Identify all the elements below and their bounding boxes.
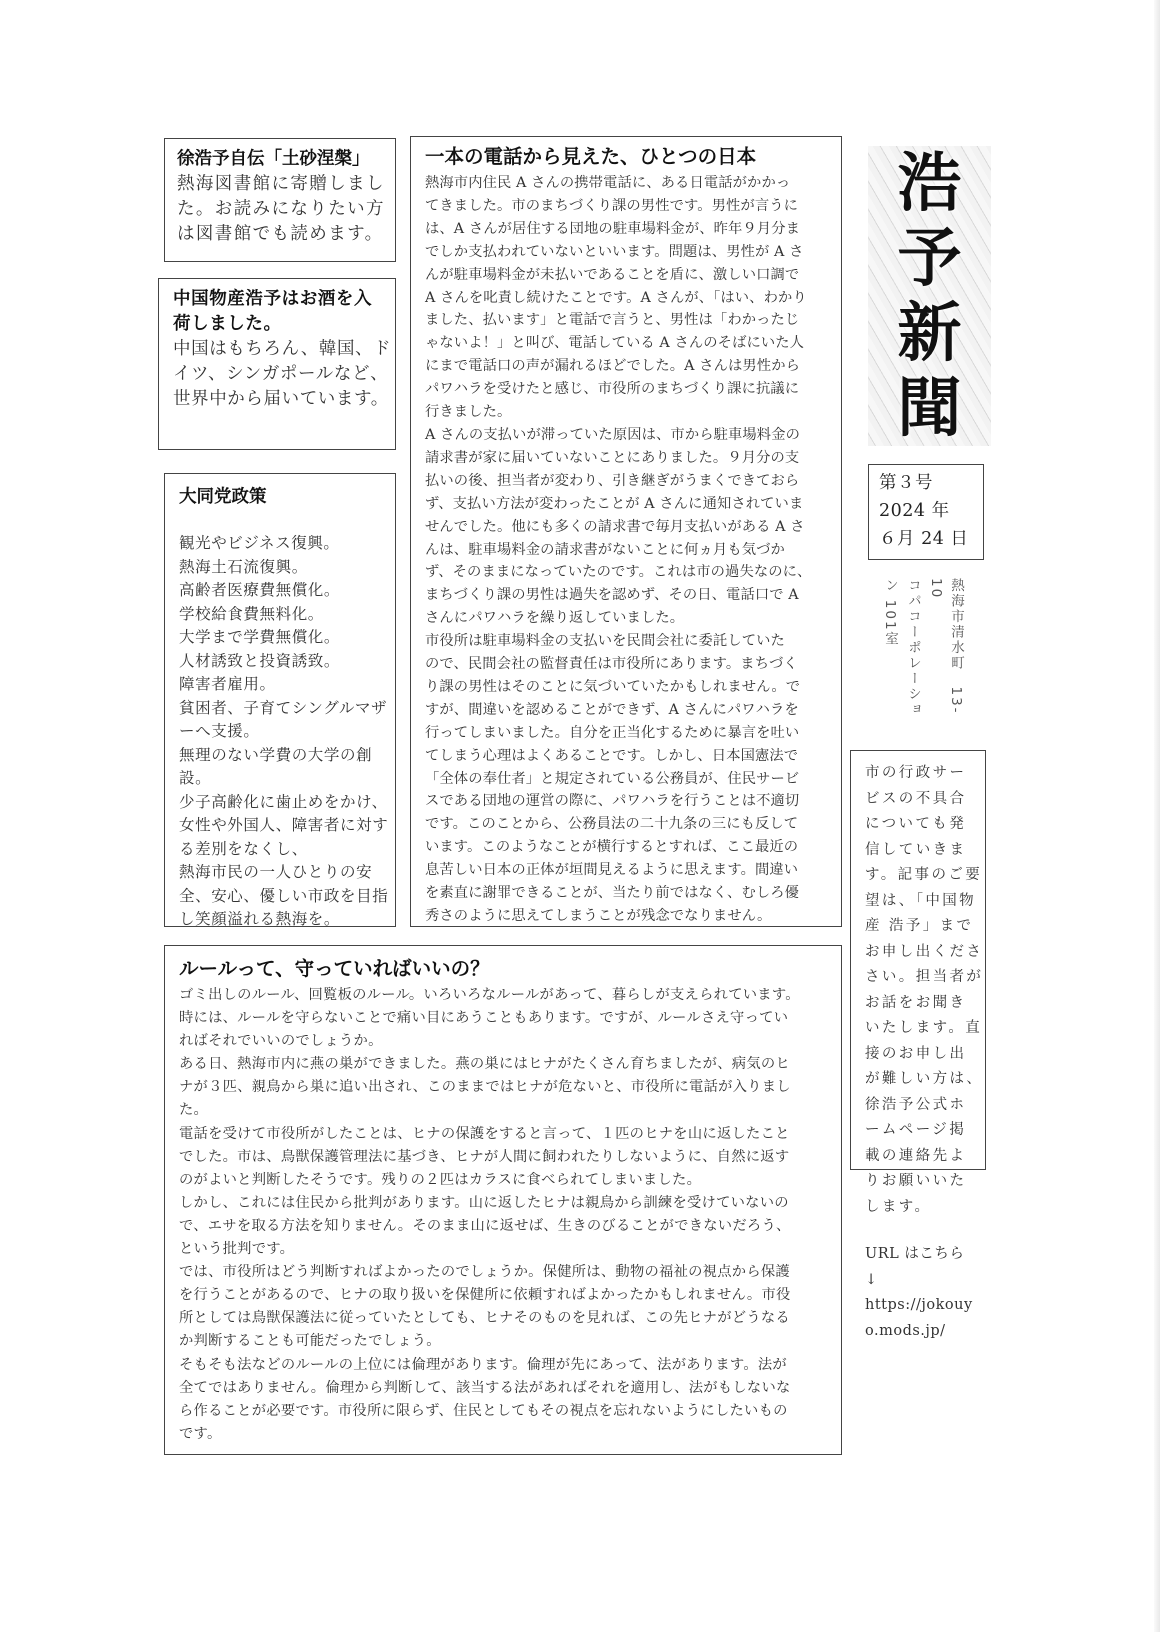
text-line: か判断することも可能だったでしょう。 bbox=[179, 1333, 441, 1350]
policy-box bbox=[164, 473, 396, 927]
text-line: そもそも法などのルールの上位には倫理があります。倫理が先にあって、法があります。法が bbox=[179, 1356, 787, 1373]
text-line: 学校給食費無料化。 bbox=[179, 604, 324, 623]
article-phone-title: 一本の電話から見えた、ひとつの日本 bbox=[425, 145, 757, 168]
text-line: にまで電話口の声が漏れるほどでした。A さんは男性から bbox=[425, 358, 800, 375]
text-line: 大学まで学費無償化。 bbox=[179, 628, 341, 646]
text-line: しかし、これには住民から批判があります。山に返したヒナは親鳥から訓練を受けていないの bbox=[179, 1194, 789, 1211]
text-line: 望は、「中国物 bbox=[865, 892, 977, 909]
text-line: 電話を受けて市役所がしたことは、ヒナの保護をすると言って、１匹のヒナを山に返したこと bbox=[179, 1125, 790, 1142]
text-line: A さんを叱責し続けたことです。A さんが、「はい、わかり bbox=[425, 289, 807, 306]
text-line: 高齢者医療費無償化。 bbox=[179, 581, 341, 599]
text-line: 「全体の奉仕者」と規定されている公務員が、住民サービ bbox=[425, 770, 800, 787]
issue-date: ６月 24 日 bbox=[879, 529, 969, 549]
text-line: のがよいと判断したそうです。残りの２匹はカラスに食べられてしまいました。 bbox=[179, 1171, 702, 1188]
text-line: 中国はもちろん、韓国、ド bbox=[173, 339, 392, 359]
text-line: ました、払います」と電話で言うと、男性は「わかったじ bbox=[425, 312, 800, 329]
text-line: パワハラを受けたと感じ、市役所のまちづくり課に抗議に bbox=[425, 381, 800, 398]
text-line: ので、民間会社の監督責任は市役所にあります。まちづく bbox=[425, 656, 798, 673]
page-edge bbox=[1154, 0, 1160, 1632]
article-rules bbox=[164, 945, 842, 1455]
text-line: お申し出くださ bbox=[865, 943, 984, 960]
text-line: ればそれでいいのでしょうか。 bbox=[179, 1033, 383, 1050]
text-line: 秀さのように思えてしまうことが残念でなりません。 bbox=[425, 908, 772, 924]
text-line: んは、駐車場料金の請求書がないことに何ヵ月も気づか bbox=[425, 541, 785, 558]
text-line: です。 bbox=[179, 1425, 222, 1442]
text-line: イツ、シンガポールなど、 bbox=[173, 364, 389, 384]
issue-year: 2024 年 bbox=[879, 501, 950, 521]
text-line: 行ってしまいました。自分を正当化するために暴言を吐い bbox=[425, 724, 800, 741]
text-line: お話をお聞き bbox=[865, 994, 967, 1011]
text-line: 払いの後、担当者が変わり、引き継ぎがうまくできておら bbox=[425, 472, 800, 489]
text-line: 無理のない学費の大学の創 bbox=[179, 745, 373, 764]
text-line: 全、安心、優しい市政を目指 bbox=[179, 886, 389, 905]
text-line: でしか支払われていないといいます。問題は、男性が A さ bbox=[425, 243, 804, 260]
text-line: 信していきま bbox=[865, 841, 967, 858]
issue-info-box bbox=[868, 464, 984, 560]
address-line: ン 101室 bbox=[882, 578, 898, 648]
text-line: 所としては鳥獣保護法に従っていたとしても、ヒナそのものを見れば、この先ヒナがどうなる bbox=[179, 1310, 790, 1327]
text-line: 人材誘致と投資誘致。 bbox=[179, 651, 341, 670]
text-line: についても発 bbox=[865, 816, 967, 832]
text-line: し笑顔溢れる熱海を。 bbox=[179, 910, 341, 928]
article-rules-body bbox=[179, 984, 827, 1446]
contact-body bbox=[865, 761, 984, 1220]
text-line: は図書館でも読めます。 bbox=[177, 224, 384, 244]
text-line: A さんの支払いが滞っていた原因は、市から駐車場料金の bbox=[425, 426, 800, 443]
text-line: ナが３匹、親鳥から巣に追い出され、このままではヒナが危ないと、市役所に電話が入りまし bbox=[179, 1079, 791, 1096]
address bbox=[880, 578, 966, 728]
text-line: で、エサを取る方法を知りません。そのまま山に返せば、生きのびることができないだろう、 bbox=[179, 1217, 791, 1234]
text-line: んが駐車場料金が未払いであることを盾に、激しい口調で bbox=[425, 266, 800, 283]
text-line: 接のお申し出 bbox=[865, 1045, 967, 1062]
text-line: では、市役所はどう判断すればよかったのでしょうか。保健所は、動物の福祉の視点から保護 bbox=[179, 1264, 790, 1281]
address-line: 熱海市清水町 13-10 bbox=[928, 578, 964, 715]
text-line: てしまう心理はよくあることです。しかし、日本国憲法で bbox=[425, 747, 799, 764]
text-line: る差別をなくし、 bbox=[179, 839, 308, 858]
text-line: 時には、ルールを守らないことで痛い目にあうこともあります。ですが、ルールさえ守ってい bbox=[179, 1010, 789, 1027]
text-line: します。 bbox=[865, 1198, 932, 1215]
title-line: 中国物産浩予はお酒を入 bbox=[173, 289, 373, 309]
notice-liquor-title bbox=[173, 287, 381, 337]
article-phone-body bbox=[425, 172, 827, 928]
notice-library-body bbox=[177, 172, 383, 247]
text-line: が難しい方は、 bbox=[865, 1071, 984, 1087]
text-line: 熱海土石流復興。 bbox=[179, 557, 308, 576]
text-line: 全てではありません。倫理から判断して、該当する法があればそれを適用し、法がもしないな bbox=[179, 1379, 791, 1396]
text-line: りお願いいた bbox=[865, 1173, 967, 1189]
text-line: 設。 bbox=[179, 769, 212, 787]
text-line: を素直に謝罪できることが、当たり前ではなく、むしろ優 bbox=[425, 885, 800, 902]
article-phone bbox=[410, 136, 842, 927]
text-line: り課の男性はそのことに気づいていたかもしれません。で bbox=[425, 678, 801, 695]
text-line: を行うことがあるので、ヒナの取り扱いを保健所に依頼すればよかったかもしれません。市役 bbox=[179, 1287, 791, 1304]
text-line: ず、支払い方法が変わったことが A さんに通知されていま bbox=[425, 495, 804, 512]
text-line: 熱海市内住民 A さんの携帯電話に、ある日電話がかかっ bbox=[425, 175, 791, 191]
arrow-down-icon: ↓ bbox=[865, 1271, 878, 1288]
text-line: さい。担当者が bbox=[865, 969, 984, 985]
notice-library-box bbox=[164, 138, 396, 262]
text-line: ームページ掲 bbox=[865, 1122, 967, 1138]
text-line: す。記事のご要 bbox=[865, 867, 983, 883]
notice-liquor-body bbox=[173, 337, 392, 412]
text-line: 貧困者、子育てシングルマザ bbox=[179, 698, 388, 717]
text-line: ビスの不具合 bbox=[865, 790, 967, 807]
text-line: ーへ支援。 bbox=[179, 722, 260, 740]
notice-library-title: 徐浩予自伝「土砂涅槃」 bbox=[177, 149, 370, 169]
policy-list bbox=[179, 532, 389, 932]
masthead-char: 新 bbox=[897, 295, 962, 371]
masthead-logo bbox=[868, 146, 991, 446]
text-line: 観光やビジネス復興。 bbox=[179, 534, 340, 552]
text-line: た。お読みになりたい方 bbox=[177, 199, 385, 219]
text-line: 熱海市民の一人ひとりの安 bbox=[179, 863, 373, 881]
text-line: ある日、熱海市内に燕の巣ができました。燕の巣にはヒナがたくさん育ちましたが、病気のヒ bbox=[179, 1056, 790, 1073]
text-line: 障害者雇用。 bbox=[179, 675, 276, 693]
text-line: た。 bbox=[179, 1102, 209, 1119]
title-line: 荷しました。 bbox=[173, 314, 282, 334]
text-line: 市の行政サー bbox=[865, 765, 967, 781]
masthead-char: 聞 bbox=[897, 370, 962, 446]
contact-box bbox=[850, 750, 986, 1339]
text-line: 息苦しい日本の正体が垣間見えるように思えます。間違い bbox=[425, 862, 799, 879]
text-line: 熱海図書館に寄贈しまし bbox=[177, 174, 385, 194]
text-line: います。このようなことが横行するとすれば、ここ最近の bbox=[425, 839, 799, 856]
text-line: 世界中から届いています。 bbox=[173, 389, 389, 409]
text-line: は、A さんが居住する団地の駐車場料金が、昨年９月分ま bbox=[425, 220, 800, 237]
text-line: 請求書が家に届いていないことにありました。９月分の支 bbox=[425, 449, 800, 466]
text-line: ゴミ出しのルール、回覧板のルール。いろいろなルールがあって、暮らしが支えられています。 bbox=[179, 987, 800, 1003]
text-line: ず、そのままになっていたのです。これは市の過失なのに、 bbox=[425, 564, 812, 581]
text-line: まちづくり課の男性は過失を認めず、その日、電話口で A bbox=[425, 587, 799, 604]
masthead-char: 浩 bbox=[897, 145, 962, 221]
address-line: コパコーポレーショ bbox=[905, 578, 921, 718]
issue-number: 第３号 bbox=[879, 473, 933, 493]
text-line: てきました。市のまちづくり課の男性です。男性が言うに bbox=[425, 197, 799, 214]
text-line: 女性や外国人、障害者に対す bbox=[179, 816, 389, 834]
text-line: です。このことから、公務員法の二十九条の三にも反して bbox=[425, 816, 799, 833]
text-line: 少子高齢化に歯止めをかけ、 bbox=[179, 792, 388, 811]
url-label: URL はこちら bbox=[865, 1246, 965, 1262]
text-line: スである団地の運営の際に、パワハラを行うことは不適切 bbox=[425, 793, 800, 810]
text-line: ゃないよ！」と叫び、電話している A さんのそばにいた人 bbox=[425, 335, 805, 352]
text-line: 行きました。 bbox=[425, 404, 512, 421]
text-line: 載の連絡先よ bbox=[865, 1147, 967, 1164]
text-line: 市役所は駐車場料金の支払いを民間会社に委託していた bbox=[425, 633, 785, 650]
text-line: いたします。直 bbox=[865, 1020, 983, 1036]
text-line: ら作ることが必要です。市役所に限らず、住民としてもその視点を忘れないようにしたいもの bbox=[179, 1402, 788, 1419]
masthead-char: 予 bbox=[897, 220, 962, 296]
text-line: さんにパワハラを繰り返していました。 bbox=[425, 610, 685, 627]
notice-liquor-box bbox=[158, 278, 396, 450]
article-rules-title: ルールって、守っていればいいの？ bbox=[179, 957, 490, 980]
policy-title: 大同党政策 bbox=[179, 487, 267, 507]
text-line: でした。市は、鳥獣保護管理法に基づき、ヒナが人間に飼われたりしないように、自然に返す bbox=[179, 1148, 790, 1165]
text-line: すが、間違いを認めることができず、A さんにパワハラを bbox=[425, 701, 799, 718]
homepage-link[interactable]: https://jokouy bbox=[865, 1297, 973, 1313]
text-line: 徐浩予公式ホ bbox=[865, 1096, 967, 1113]
text-line: という批判です。 bbox=[179, 1241, 295, 1258]
homepage-link[interactable]: o.mods.jp/ bbox=[865, 1322, 946, 1339]
text-line: せんでした。他にも多くの請求書で毎月支払いがある A さ bbox=[425, 518, 805, 535]
text-line: 産 浩予」まで bbox=[865, 918, 974, 934]
